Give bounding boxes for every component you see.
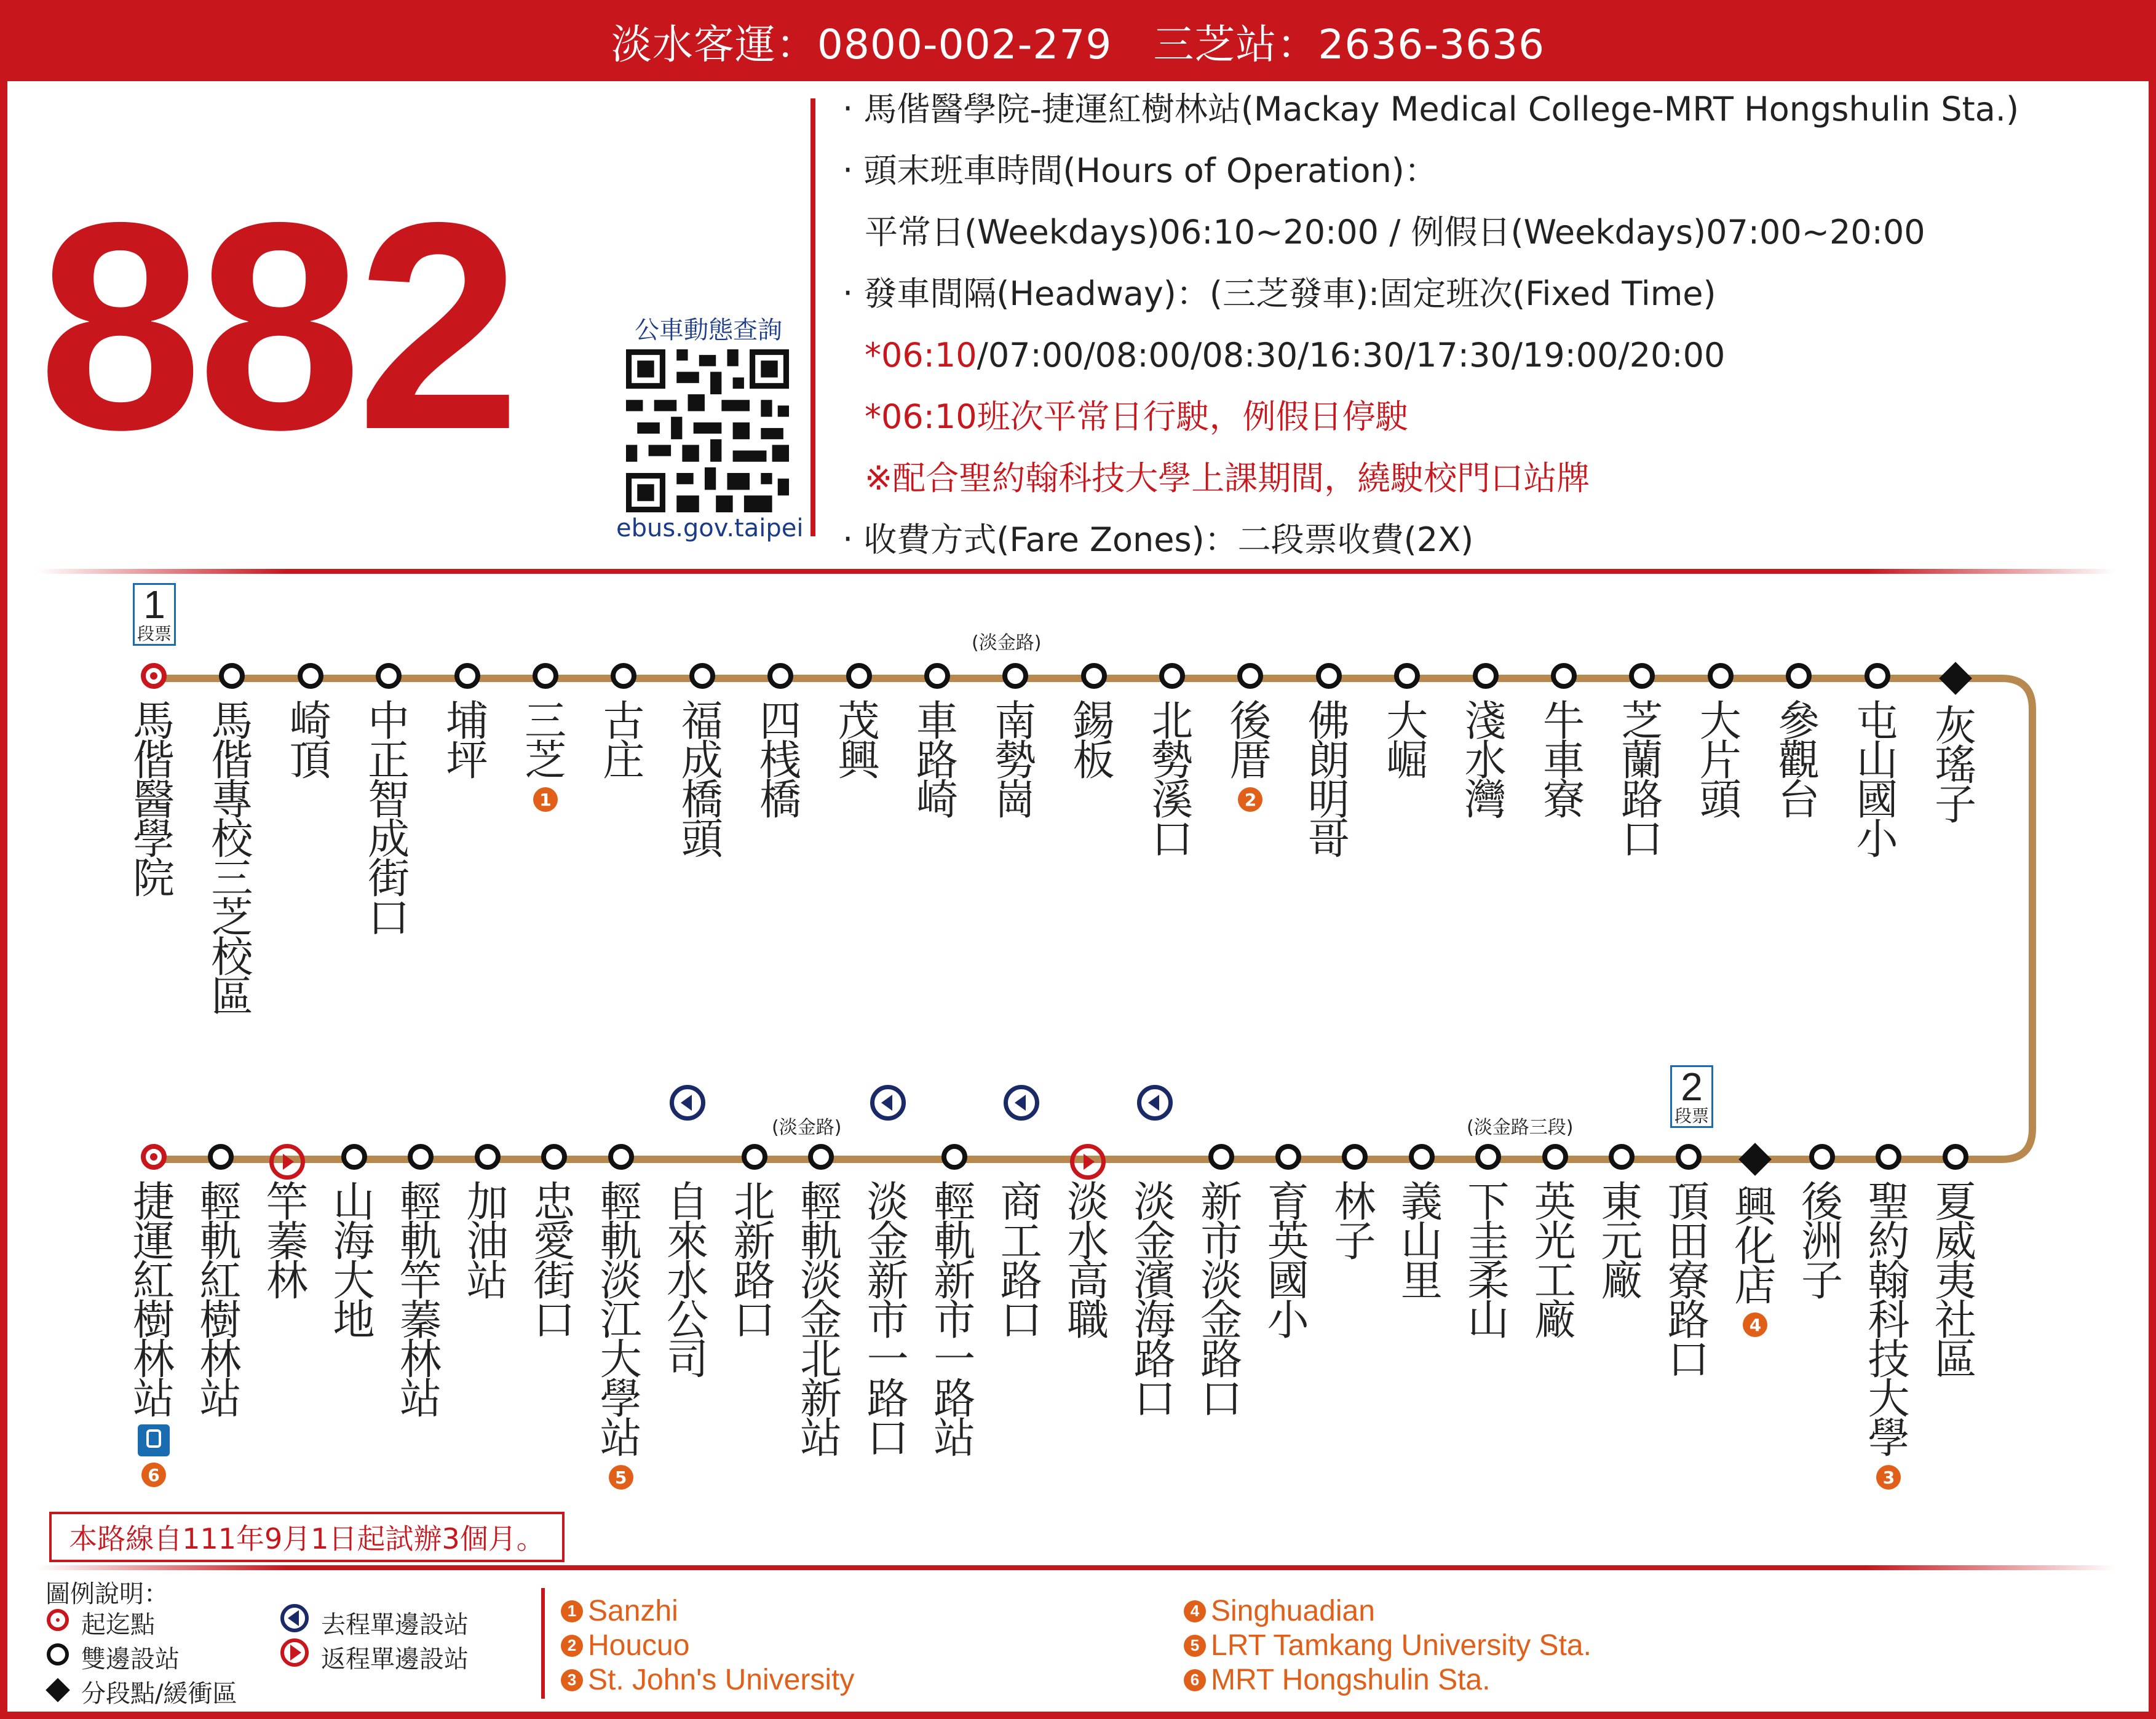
stop-name: 淺水灣 (1464, 697, 1507, 825)
stop-name: 後洲子 (1801, 1178, 1843, 1306)
station-number-badge: 1 (533, 787, 558, 812)
section-point-icon (1939, 662, 1972, 695)
stop-name: 北新路口 (733, 1178, 775, 1345)
stop-name: 芝蘭路口 (1621, 697, 1663, 864)
both-side-stop-icon (1473, 663, 1499, 689)
stop-name: 捷運紅樹林站 (132, 1178, 175, 1424)
stop-name: 頂田寮路口 (1667, 1178, 1710, 1384)
terminal-icon (141, 663, 167, 689)
both-side-stop-icon (533, 663, 558, 689)
hours-text: 平常日(Weekdays)06:10~20:00 / 例假日(Weekdays)07:00~20:00 (865, 213, 1925, 252)
legend-divider (37, 1565, 2115, 1570)
legend-outbound-icon (280, 1604, 309, 1632)
legend-outbound-label: 去程單邊設站 (321, 1611, 469, 1639)
stop-name: 竿蓁林 (266, 1178, 309, 1306)
both-side-stop-icon (298, 663, 323, 689)
school-detour-note: ※配合聖約翰科技大學上課期間，繞駛校門口站牌 (865, 459, 1590, 498)
stop-name: 車路崎 (916, 697, 958, 825)
stop-name: 淡金新市一路口 (866, 1178, 909, 1463)
stop-name: 輕軌紅樹林站 (199, 1178, 242, 1424)
station-en-3: 3 St. John's University (561, 1663, 854, 1697)
stop-name: 淡水高職 (1067, 1178, 1109, 1345)
stop-name: 聖約翰科技大學 (1868, 1178, 1910, 1463)
stop-name: 馬偕專校三芝校區 (211, 697, 253, 1022)
stop-name: 加油站 (466, 1178, 509, 1306)
both-side-stop-icon (924, 663, 950, 689)
station-en-2: 2 Houcuo (561, 1629, 689, 1662)
legend-vertical-divider (541, 1588, 545, 1699)
stop-name: 埔坪 (446, 697, 488, 785)
legend-return-icon (280, 1638, 309, 1667)
qr-label: 公車動態查詢 (635, 316, 782, 344)
hours-heading: ‧ 頭末班車時間(Hours of Operation)： (842, 151, 1438, 190)
stop-name: 輕軌淡江大學站 (600, 1178, 642, 1463)
zone-1-number: 1 (143, 582, 165, 627)
both-side-stop-icon (1943, 1144, 1968, 1170)
both-side-stop-icon (611, 663, 636, 689)
outbound-only-icon (1004, 1085, 1039, 1121)
stop-top-23 (1894, 663, 2017, 830)
outbound-only-icon (870, 1085, 906, 1121)
stop-name: 三芝 (524, 697, 566, 785)
stop-name: 育英國小 (1267, 1178, 1309, 1345)
legend-return-label: 返程單邊設站 (321, 1645, 469, 1673)
stop-name: 大片頭 (1699, 697, 1742, 825)
departure-times: *06:10/07:00/08:00/08:30/16:30/17:30/19:00/20:00 (865, 336, 1726, 375)
stop-name: 參觀台 (1778, 697, 1820, 825)
both-side-stop-icon (767, 663, 793, 689)
stop-name: 淡金濱海路口 (1133, 1178, 1176, 1424)
stop-bottom-27 (1894, 1144, 2017, 1384)
stop-name: 輕軌竿蓁林站 (400, 1178, 442, 1424)
headway-heading: ‧ 發車間隔(Headway)：(三芝發車):固定班次(Fixed Time) (842, 274, 1716, 313)
zone-2-marker (1670, 1065, 1713, 1128)
both-side-stop-icon (1551, 663, 1577, 689)
road-note-bottom-2: (淡金路三段) (1467, 1117, 1574, 1138)
stop-name: 錫板 (1072, 697, 1115, 785)
stop-name: 商工路口 (1000, 1178, 1042, 1345)
stop-name: 馬偕醫學院 (132, 697, 175, 903)
stop-name: 英光工廠 (1534, 1178, 1576, 1345)
stop-name: 南勢崗 (994, 697, 1037, 825)
zone-1-label: 段票 (137, 624, 172, 644)
stop-name: 東元廠 (1601, 1178, 1643, 1306)
station-number-badge: 2 (1238, 787, 1262, 812)
station-number-badge: 5 (609, 1465, 633, 1490)
route-description: ‧ 馬偕醫學院-捷運紅樹林站(Mackay Medical College-MRT Hongshulin Sta.) (842, 90, 2019, 129)
company-phone-banner: 淡水客運：0800-002-279 三芝站：2636-3636 (0, 0, 2156, 81)
both-side-stop-icon (1002, 663, 1028, 689)
legend-terminal-label: 起迄點 (81, 1611, 155, 1639)
first-trip-note: *06:10班次平常日行駛，例假日停駛 (865, 397, 1409, 436)
outbound-only-icon (670, 1085, 705, 1121)
trial-notice: 本路線自111年9月1日起試辦3個月。 (49, 1512, 565, 1562)
both-side-stop-icon (689, 663, 715, 689)
stop-name: 輕軌淡金北新站 (800, 1178, 842, 1463)
stop-name: 北勢溪口 (1151, 697, 1194, 864)
mrt-icon (138, 1424, 170, 1456)
stop-name: 大崛 (1386, 697, 1429, 785)
stop-name: 新市淡金路口 (1200, 1178, 1243, 1424)
road-note-top: (淡金路) (972, 632, 1042, 654)
stop-name: 茂興 (838, 697, 880, 785)
stop-name: 興化店 (1734, 1183, 1777, 1311)
stop-name: 夏威夷社區 (1934, 1178, 1976, 1384)
route-number: 882 (38, 161, 516, 491)
both-side-stop-icon (1629, 663, 1655, 689)
legend-section-label: 分段點/緩衝區 (81, 1680, 237, 1708)
stop-name: 福成橋頭 (681, 697, 723, 864)
station-en-4: 4 Singhuadian (1184, 1594, 1375, 1628)
stop-name: 屯山國小 (1856, 697, 1898, 864)
both-side-stop-icon (1394, 663, 1420, 689)
legend-both-icon (47, 1643, 69, 1665)
stop-name: 灰瑤子 (1934, 702, 1976, 830)
both-side-stop-icon (376, 663, 402, 689)
station-number-badge: 3 (1876, 1465, 1901, 1490)
stop-name: 下圭柔山 (1467, 1178, 1510, 1345)
both-side-stop-icon (1081, 663, 1107, 689)
qr-url[interactable]: ebus.gov.taipei (616, 514, 804, 542)
station-number-badge: 6 (141, 1463, 166, 1487)
zone-1-marker (133, 583, 176, 646)
legend-both-label: 雙邊設站 (81, 1645, 180, 1673)
stop-name: 林子 (1334, 1178, 1376, 1266)
stop-name: 佛朗明哥 (1307, 697, 1350, 864)
both-side-stop-icon (1159, 663, 1185, 689)
departure-times-rest: /07:00/08:00/08:30/16:30/17:30/19:00/20:00 (977, 336, 1726, 375)
both-side-stop-icon (1865, 663, 1890, 689)
stop-name: 自來水公司 (667, 1178, 709, 1384)
both-side-stop-icon (1237, 663, 1263, 689)
legend-terminal-icon (47, 1609, 69, 1631)
both-side-stop-icon (1786, 663, 1812, 689)
stop-name: 忠愛街口 (533, 1178, 576, 1345)
both-side-stop-icon (1708, 663, 1734, 689)
station-en-5: 5 LRT Tamkang University Sta. (1184, 1629, 1591, 1662)
zone-2-number: 2 (1681, 1065, 1703, 1109)
stop-name: 山海大地 (333, 1178, 375, 1345)
stop-name: 崎頂 (289, 697, 331, 785)
stop-name: 中正智成街口 (368, 697, 410, 943)
station-en-6: 6 MRT Hongshulin Sta. (1184, 1663, 1490, 1697)
both-side-stop-icon (846, 663, 872, 689)
stop-name: 牛車寮 (1543, 697, 1585, 825)
outbound-only-icon (1137, 1085, 1173, 1121)
both-side-stop-icon (1316, 663, 1342, 689)
both-side-stop-icon (219, 663, 245, 689)
stop-name: 古庄 (603, 697, 645, 785)
fare-zone-text: ‧ 收費方式(Fare Zones)：二段票收費(2X) (842, 520, 1474, 559)
stop-name: 後厝 (1229, 697, 1272, 785)
road-note-bottom-1: (淡金路) (772, 1117, 842, 1138)
stop-name: 義山里 (1400, 1178, 1443, 1306)
stop-name: 輕軌新市一路站 (933, 1178, 976, 1463)
station-en-1: 1 Sanzhi (561, 1594, 678, 1628)
station-number-badge: 4 (1743, 1312, 1767, 1337)
legend-title: 圖例說明： (46, 1580, 168, 1608)
zone-2-label: 段票 (1674, 1106, 1709, 1126)
both-side-stop-icon (454, 663, 480, 689)
stop-name: 四桟橋 (759, 697, 802, 825)
